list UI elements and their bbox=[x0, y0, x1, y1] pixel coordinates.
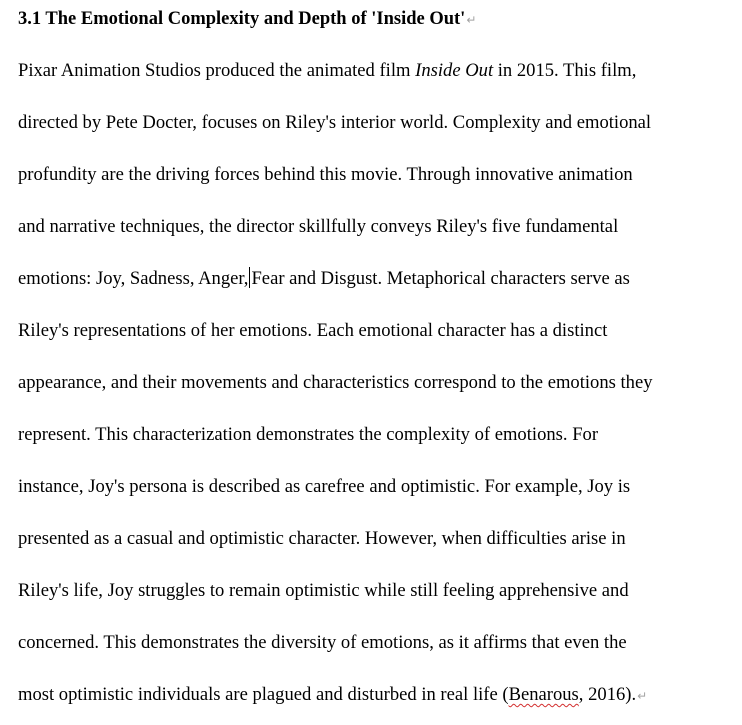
film-title-italic: Inside Out bbox=[415, 60, 494, 81]
body-line-6[interactable]: Riley's representations of her emotions. Each emotional character has a distinct bbox=[18, 320, 608, 341]
body-line-9[interactable]: instance, Joy's persona is described as carefree and optimistic. For example, Joy is bbox=[18, 476, 631, 497]
body-line-12[interactable]: concerned. This demonstrates the diversity of emotions, as it affirms that even the bbox=[18, 632, 627, 653]
body-line-3[interactable]: profundity are the driving forces behind this movie. Through innovative animation bbox=[18, 164, 633, 185]
line-1-text-b: in 2015. This film, bbox=[493, 60, 637, 81]
section-heading-text: 3.1 The Emotional Complexity and Depth of 'Inside Out' bbox=[18, 9, 466, 29]
line-1-text-a: Pixar Animation Studios produced the animated film bbox=[18, 60, 416, 81]
body-line-11[interactable]: Riley's life, Joy struggles to remain optimistic while still feeling apprehensive and bbox=[18, 580, 629, 601]
body-line-13[interactable] bbox=[18, 683, 647, 708]
section-heading bbox=[18, 7, 476, 32]
body-line-5[interactable] bbox=[18, 267, 630, 291]
body-line-1[interactable] bbox=[18, 59, 636, 83]
body-line-8[interactable]: represent. This characterization demonstrates the complexity of emotions. For bbox=[18, 424, 599, 445]
body-line-10[interactable]: presented as a casual and optimistic character. However, when difficulties arise in bbox=[18, 528, 626, 549]
line-13-text-a: most optimistic individuals are plagued and disturbed in real life ( bbox=[18, 684, 509, 705]
body-line-2[interactable]: directed by Pete Docter, focuses on Riley's interior world. Complexity and emotional bbox=[18, 112, 652, 133]
line-13-text-b: , 2016). bbox=[578, 684, 637, 705]
paragraph-end-mark-icon: ↵ bbox=[637, 689, 648, 703]
line-5-text-a: emotions: Joy, Sadness, Anger, bbox=[18, 268, 249, 289]
spellcheck-flagged-word[interactable]: Benarous bbox=[508, 684, 579, 705]
line-5-text-b: Fear and Disgust. Metaphorical characters serve as bbox=[251, 268, 630, 289]
paragraph-mark-icon: ↵ bbox=[466, 13, 477, 27]
body-line-7[interactable]: appearance, and their movements and characteristics correspond to the emotions they bbox=[18, 372, 653, 393]
body-line-4[interactable]: and narrative techniques, the director skillfully conveys Riley's five fundamental bbox=[18, 216, 619, 237]
